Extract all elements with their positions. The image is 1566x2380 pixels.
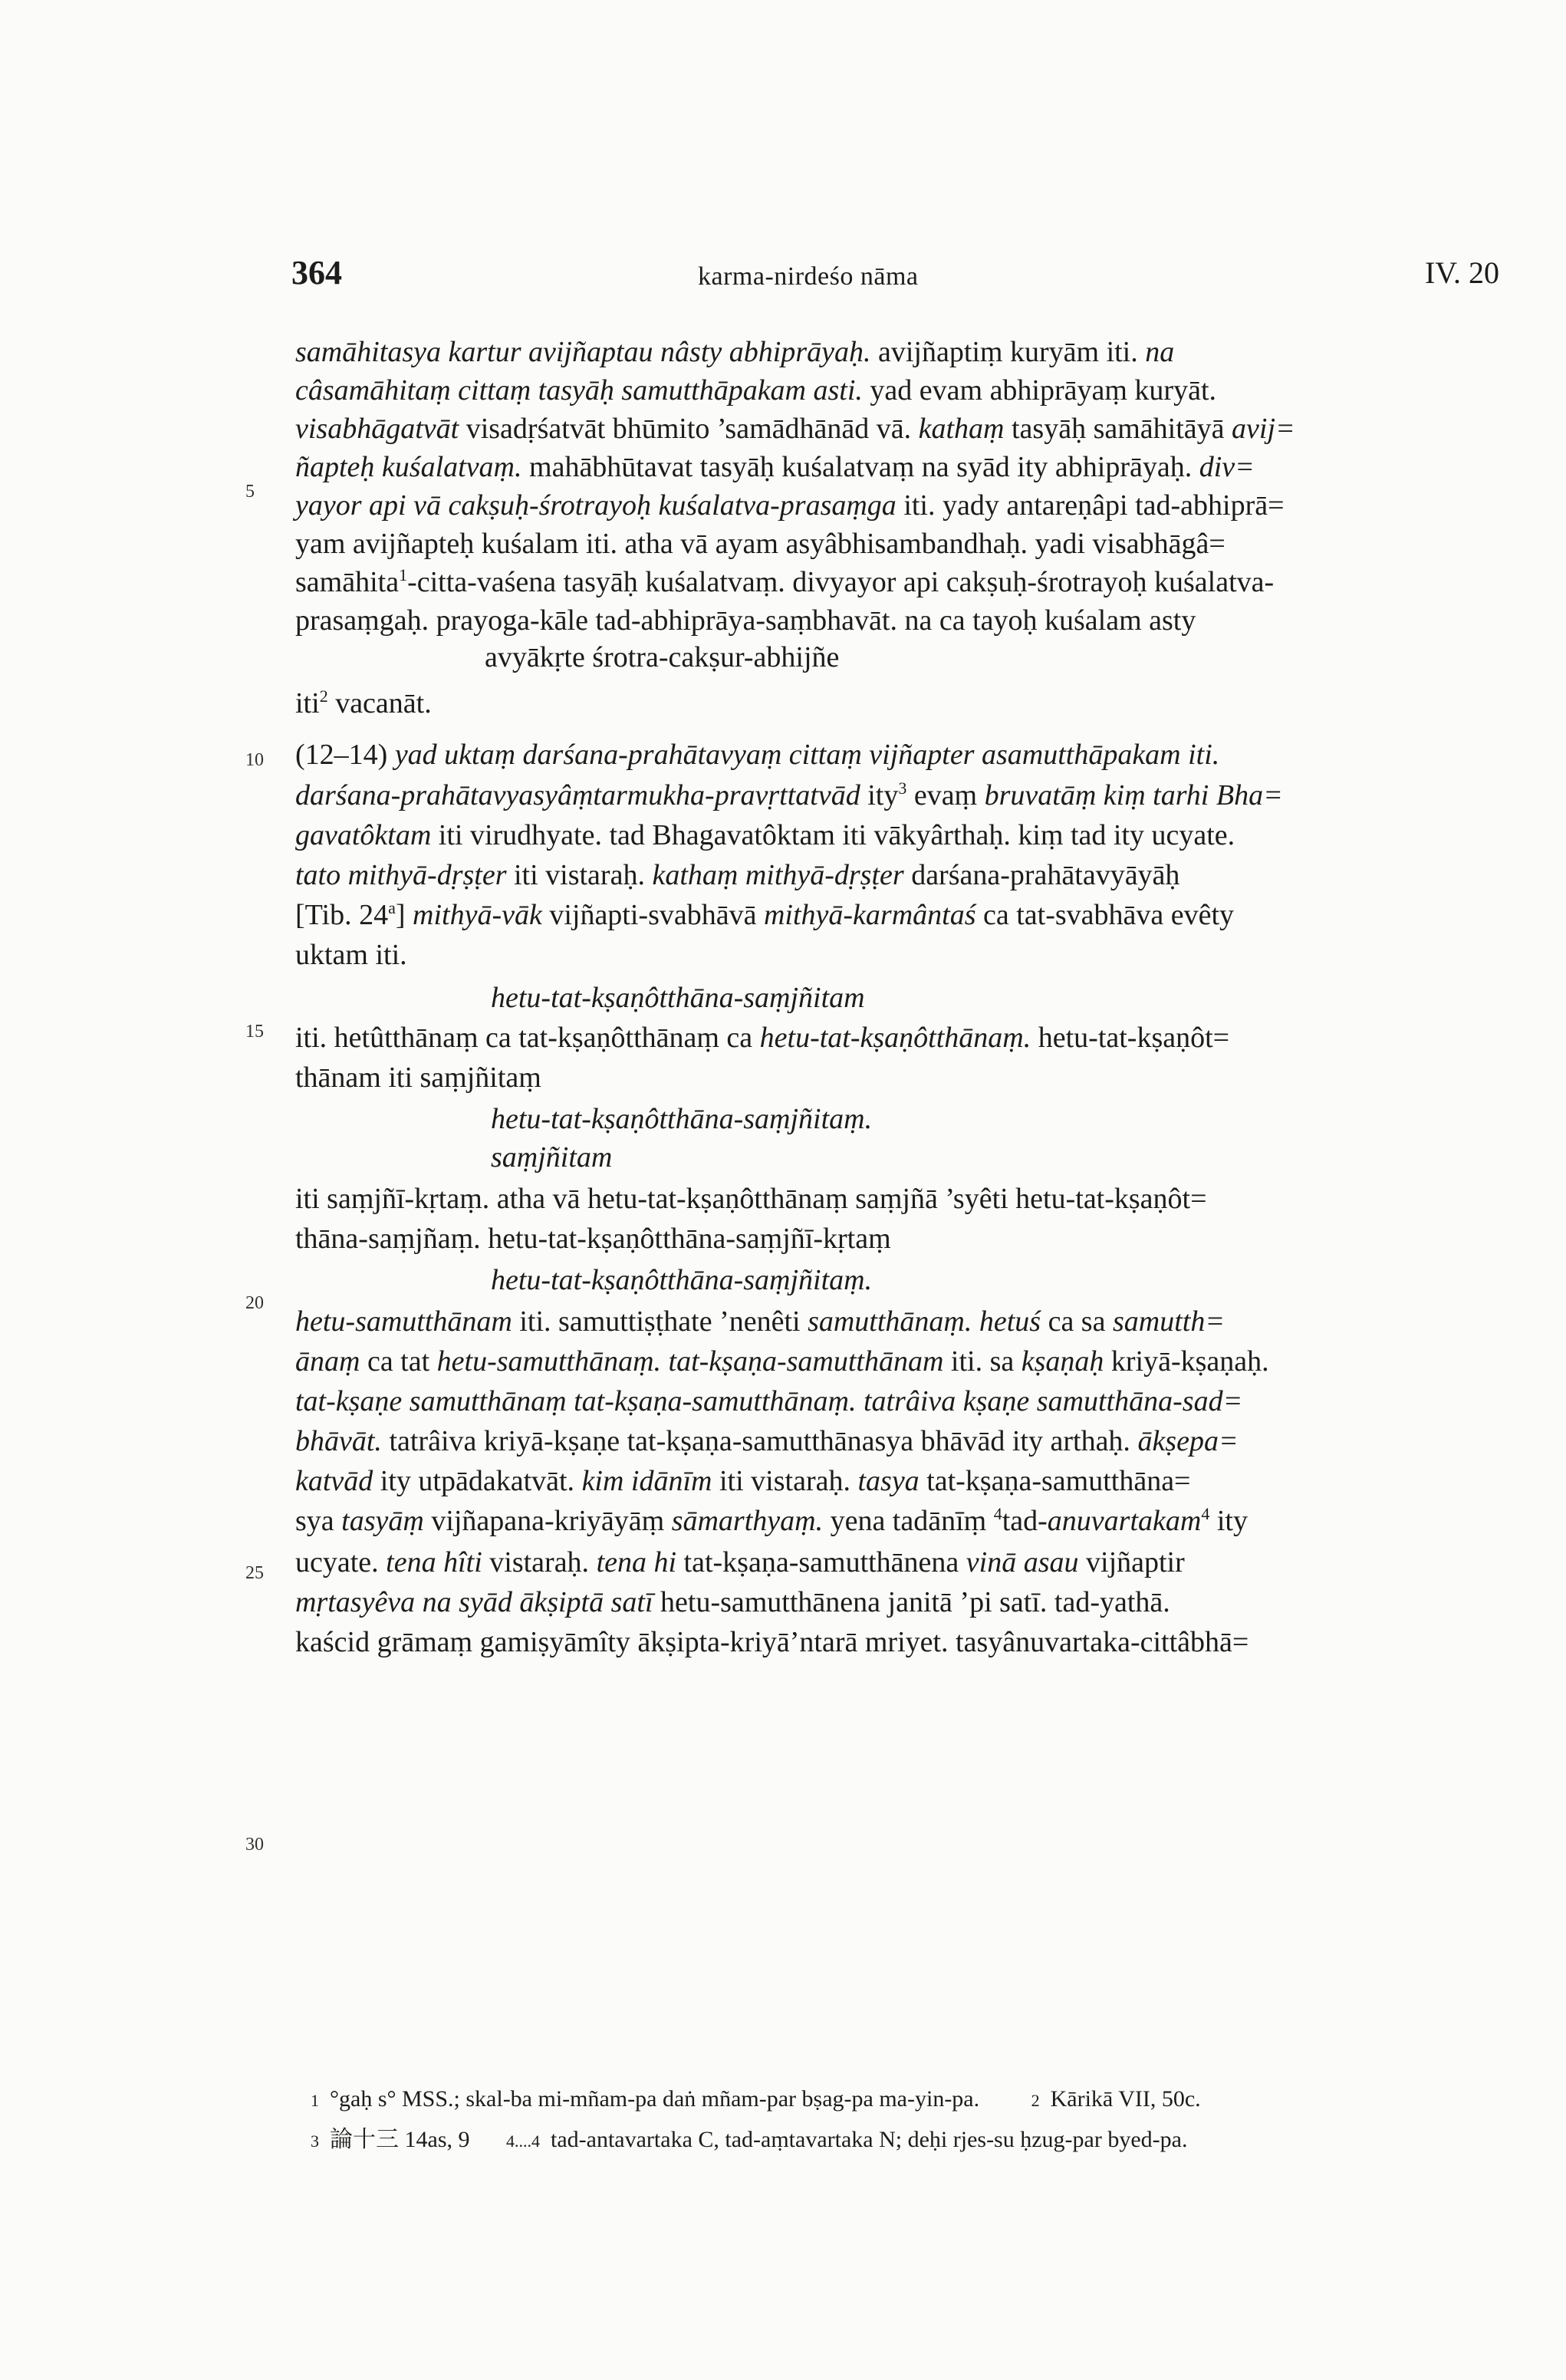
roman-text: iti virudhyate. tad Bhagavatôktam iti vākyârthaḥ. kiṃ tad ity ucyate. <box>431 819 1235 851</box>
text-line <box>295 414 1295 443</box>
italic-text: bhāvāt. <box>295 1425 382 1457</box>
superscript-marker: 4 <box>1201 1504 1210 1523</box>
roman-text: [Tib. 24 <box>295 899 389 931</box>
roman-text: mahābhūtavat tasyāḥ kuśalatvaṃ na syād ity abhiprāyaḥ. <box>521 451 1199 483</box>
italic-text: saṃjñitam <box>491 1141 613 1174</box>
roman-text: iti. yady antareṇâpi tad-abhiprā= <box>896 489 1285 522</box>
text-line <box>295 1063 541 1092</box>
footnote-text: tad-antavartaka C, tad-aṃtavartaka N; deḥi rjes-su ḥzug-par byed-pa. <box>551 2127 1188 2152</box>
roman-text: prasaṃgaḥ. prayoga-kāle tad-abhiprāya-saṃbhavāt. na ca tayoḥ kuśalam asty <box>295 604 1196 637</box>
roman-text: ucyate. <box>295 1546 387 1578</box>
footnote <box>311 2086 1201 2112</box>
roman-text: (12–14) <box>295 739 395 771</box>
text-line <box>491 983 865 1012</box>
roman-text: thānam iti saṃjñitaṃ <box>295 1062 541 1094</box>
italic-text: tat-kṣaṇe samutthānaṃ tat-kṣaṇa-samutthānaṃ. tatrâiva kṣaṇe samutthāna-sad= <box>295 1385 1243 1417</box>
italic-text: darśana-prahātavyasyâṃtarmukha-pravṛttatvād <box>295 779 860 811</box>
italic-text: câsamāhitaṃ cittaṃ tasyāḥ samutthāpakam asti. <box>295 374 863 407</box>
text-line <box>295 1588 1170 1617</box>
roman-text: samāhita <box>295 566 400 598</box>
roman-text: ity <box>860 779 899 811</box>
roman-text: visadṛśatvāt bhūmito ’samādhānād vā. <box>459 413 919 445</box>
roman-text: iti. hetûtthānaṃ ca tat-kṣaṇôtthānaṃ ca <box>295 1022 760 1054</box>
italic-text: avij= <box>1232 413 1295 445</box>
text-line <box>295 1506 1248 1536</box>
text-line <box>295 1548 1185 1577</box>
roman-text: ca sa <box>1041 1305 1113 1338</box>
footnote-text: Kārikā VII, 50c. <box>1050 2086 1201 2112</box>
text-line <box>295 337 1174 367</box>
roman-text: iti vistaraḥ. <box>506 859 653 891</box>
italic-text: vinā asau <box>966 1546 1079 1578</box>
italic-text: mithyā-karmântaś <box>763 899 976 931</box>
text-line <box>295 940 407 969</box>
roman-text: avyākṛte śrotra-cakṣur-abhijñe <box>485 641 840 673</box>
roman-text: ity <box>1209 1505 1248 1537</box>
italic-text: tato mithyā-dṛṣṭer <box>295 859 507 891</box>
text-line <box>295 565 1275 598</box>
italic-text: na <box>1145 336 1175 368</box>
italic-text: ñapteḥ kuśalatvaṃ. <box>295 451 522 483</box>
text-line <box>295 1224 891 1253</box>
italic-text: yayor api vā cakṣuḥ-śrotrayoḥ kuśalatva-prasaṃga <box>295 489 897 522</box>
text-line <box>295 1307 1225 1336</box>
italic-text: kṣaṇaḥ <box>1021 1345 1104 1378</box>
roman-text: kriyā-kṣaṇaḥ. <box>1104 1345 1269 1378</box>
italic-text: ākṣepa= <box>1137 1425 1239 1457</box>
roman-text: iti. samuttiṣṭhate ’nenêti <box>512 1305 808 1338</box>
text-line <box>295 1387 1242 1416</box>
italic-text: yad uktaṃ darśana-prahātavyaṃ cittaṃ vijñapter asamutthāpakam iti. <box>394 739 1220 771</box>
italic-text: hetu-tat-kṣaṇôtthāna-saṃjñitam <box>491 982 865 1014</box>
roman-text: vistaraḥ. <box>482 1546 597 1578</box>
italic-text: kathaṃ <box>918 413 1005 445</box>
italic-text: kim idānīm <box>581 1465 712 1497</box>
roman-text: hetu-samutthānena janitā ’pi satī. tad-yathā. <box>653 1586 1170 1618</box>
text-line <box>295 606 1196 635</box>
footnote-number: 2 <box>1031 2091 1040 2110</box>
text-line <box>295 821 1235 850</box>
text-line <box>295 376 1216 405</box>
italic-text: visabhāgatvāt <box>295 413 459 445</box>
line-number: 15 <box>245 1022 264 1042</box>
roman-text: vijñapana-kriyāyāṃ <box>423 1505 672 1537</box>
italic-text: mṛtasyêva na syād ākṣiptā satī <box>295 1586 653 1618</box>
text-line <box>295 781 1283 810</box>
roman-text: avijñaptiṃ kuryām iti. <box>870 336 1146 368</box>
text-line <box>295 1427 1239 1456</box>
italic-text: hetu-tat-kṣaṇôtthāna-saṃjñitaṃ. <box>491 1103 873 1135</box>
text-line <box>295 900 1234 930</box>
italic-text: kathaṃ mithyā-dṛṣṭer <box>652 859 904 891</box>
roman-text: vijñapti-svabhāvā <box>541 899 764 931</box>
italic-text: samutthānaṃ. hetuś <box>808 1305 1041 1338</box>
text-line <box>295 686 432 719</box>
line-number: 10 <box>245 750 264 770</box>
line-number: 20 <box>245 1293 264 1313</box>
roman-text: iti saṃjñī-kṛtaṃ. atha vā hetu-tat-kṣaṇôtthānaṃ saṃjñā ’syêti hetu-tat-kṣaṇôt= <box>295 1183 1207 1215</box>
roman-text: tasyāḥ samāhitāyā <box>1004 413 1232 445</box>
text-line <box>295 1023 1229 1052</box>
italic-text: samāhitasya kartur avijñaptau nâsty abhiprāyaḥ. <box>295 336 871 368</box>
footnote-number: 3 <box>311 2131 319 2151</box>
italic-text: tena hîti <box>386 1546 482 1578</box>
running-title: karma-nirdeśo nāma <box>698 262 919 291</box>
roman-text: yad evam abhiprāyaṃ kuryāt. <box>862 374 1217 407</box>
italic-text: tena hi <box>596 1546 677 1578</box>
roman-text: tat-kṣaṇa-samutthāna= <box>919 1465 1191 1497</box>
italic-text: ānaṃ <box>295 1345 360 1378</box>
roman-text: iti. sa <box>943 1345 1022 1378</box>
roman-text: ity utpādakatvāt. <box>373 1465 582 1497</box>
italic-text: sāmarthyaṃ. <box>671 1505 824 1537</box>
roman-text: vacanāt. <box>327 687 432 719</box>
roman-text: hetu-tat-kṣaṇôt= <box>1031 1022 1230 1054</box>
roman-text: ] <box>395 899 413 931</box>
text-line <box>295 1347 1269 1376</box>
line-number: 30 <box>245 1835 264 1855</box>
italic-text: hetu-samutthānaṃ. tat-kṣaṇa-samutthānam <box>436 1345 944 1378</box>
footnote-text: °gaḥ s° MSS.; skal-ba mi-mñam-pa daṅ mñam-par bṣag-pa ma-yin-pa. <box>330 2086 980 2112</box>
roman-text: darśana-prahātavyāyāḥ <box>903 859 1180 891</box>
roman-text: iti <box>295 687 320 719</box>
line-number: 25 <box>245 1563 264 1583</box>
italic-text: tasyāṃ <box>341 1505 424 1537</box>
roman-text: evaṃ <box>906 779 985 811</box>
text-line <box>295 1184 1207 1213</box>
text-line <box>295 453 1255 482</box>
roman-text: sya <box>295 1505 342 1537</box>
italic-text: div= <box>1199 451 1255 483</box>
page-number: 364 <box>291 254 342 291</box>
roman-text: tat-kṣaṇa-samutthānena <box>676 1546 966 1578</box>
text-line <box>295 529 1225 558</box>
line-number: 5 <box>245 482 255 502</box>
superscript-marker: 3 <box>898 779 907 798</box>
roman-text: tatrâiva kriyā-kṣaṇe tat-kṣaṇa-samutthānasya bhāvād ity arthaḥ. <box>381 1425 1138 1457</box>
text-line <box>485 643 839 672</box>
italic-text: tasya <box>857 1465 920 1497</box>
roman-text: kaścid grāmaṃ gamiṣyāmîty ākṣipta-kriyā’ntarā mriyet. tasyânuvartaka-cittâbhā= <box>295 1626 1249 1658</box>
footnote <box>311 2120 1187 2154</box>
superscript-marker: 1 <box>399 565 408 584</box>
italic-text: hetu-tat-kṣaṇôtthānaṃ. <box>759 1022 1031 1054</box>
italic-text: katvād <box>295 1465 373 1497</box>
superscript-marker: 2 <box>319 686 328 706</box>
footnote-number: 1 <box>311 2091 319 2110</box>
roman-text: tad- <box>1002 1505 1048 1537</box>
section-reference: IV. 20 <box>1424 255 1499 290</box>
text-line <box>295 1467 1191 1496</box>
roman-text: thāna-saṃjñaṃ. hetu-tat-kṣaṇôtthāna-saṃjñī-kṛtaṃ <box>295 1223 891 1255</box>
text-line <box>295 861 1179 890</box>
roman-text: yam avijñapteḥ kuśalam iti. atha vā ayam asyâbhisambandhaḥ. yadi visabhāgâ= <box>295 528 1225 560</box>
text-line <box>491 1143 612 1172</box>
superscript-marker: 4 <box>993 1504 1002 1523</box>
italic-text: samutth= <box>1112 1305 1225 1338</box>
roman-text: vijñaptir <box>1078 1546 1185 1578</box>
footnote-text: 論十三 14as, 9 <box>330 2127 470 2152</box>
text-line <box>295 491 1285 520</box>
roman-text: yena tadānīṃ <box>823 1505 994 1537</box>
roman-text: ca tat <box>360 1345 437 1378</box>
superscript-marker: a <box>388 898 396 917</box>
italic-text: hetu-tat-kṣaṇôtthāna-saṃjñitaṃ. <box>491 1264 873 1296</box>
italic-text: hetu-samutthānam <box>295 1305 512 1338</box>
italic-text: mithyā-vāk <box>413 899 542 931</box>
footnote-number: 4....4 <box>506 2131 540 2151</box>
roman-text: iti vistaraḥ. <box>712 1465 858 1497</box>
italic-text: bruvatāṃ kiṃ tarhi Bha= <box>984 779 1283 811</box>
text-line <box>295 740 1219 769</box>
text-line <box>491 1104 872 1134</box>
roman-text: uktam iti. <box>295 939 407 971</box>
italic-text: gavatôktam <box>295 819 432 851</box>
roman-text: ca tat-svabhāva evêty <box>975 899 1235 931</box>
roman-text: -citta-vaśena tasyāḥ kuśalatvaṃ. divyayor api cakṣuḥ-śrotrayoḥ kuśalatva- <box>407 566 1275 598</box>
text-line <box>295 1628 1249 1657</box>
running-header <box>291 253 1545 299</box>
italic-text: anuvartakam <box>1047 1505 1202 1537</box>
text-line <box>491 1266 872 1295</box>
